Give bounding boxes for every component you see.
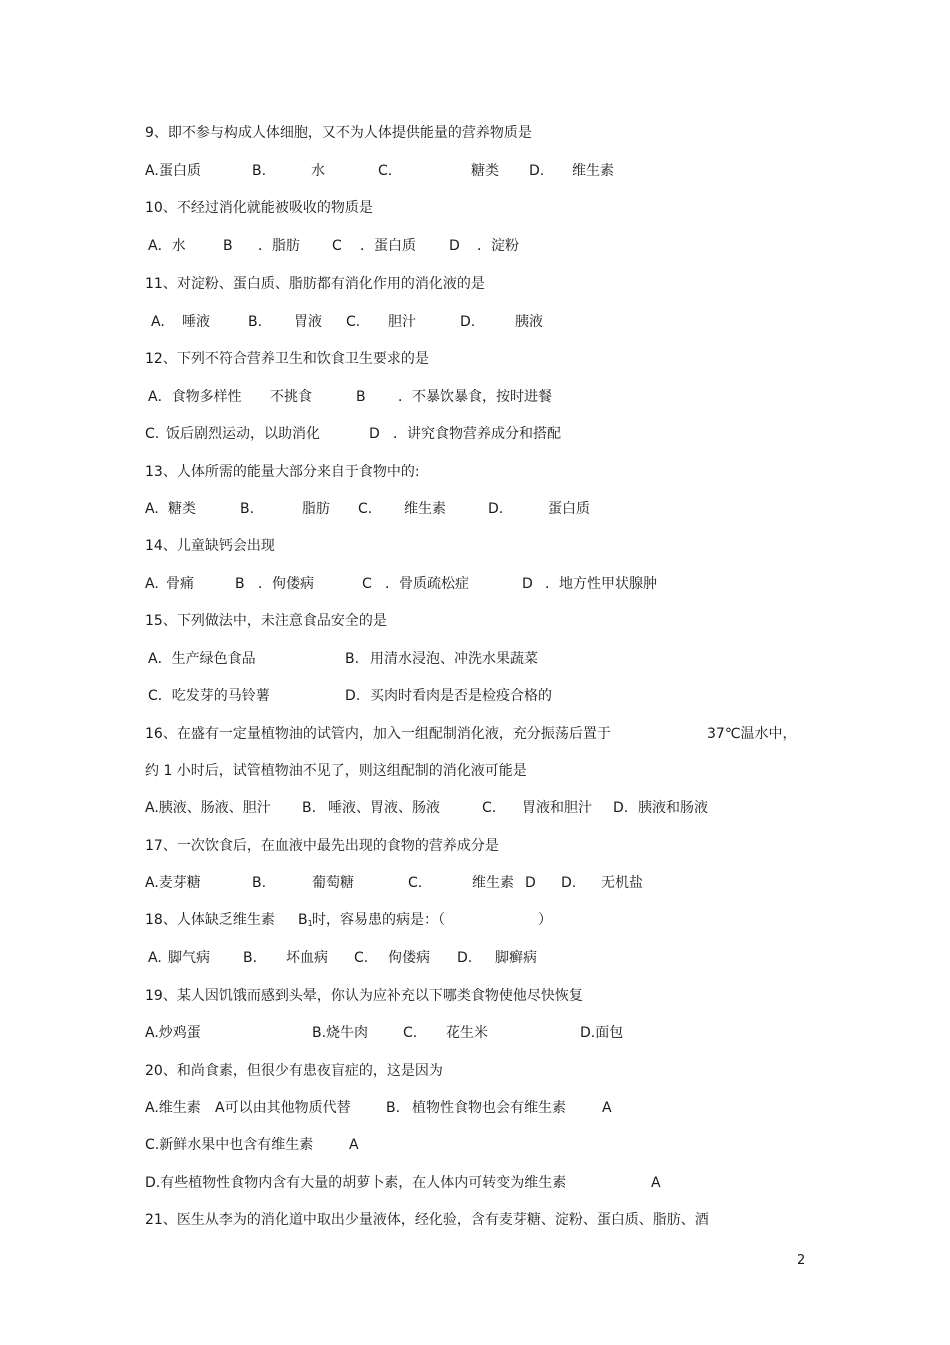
question-text: 10、不经过消化就能被吸收的物质是 [145, 200, 373, 216]
option-text: 维生素 [472, 875, 514, 891]
page-number: 2 [797, 1253, 806, 1268]
option-text: ．讲究食物营养成分和搭配 [393, 426, 561, 442]
option-label: C. [354, 950, 369, 966]
question-18-stem [0, 909, 950, 931]
vitamin-b1 [298, 909, 313, 935]
option-text: 植物性食物也会有维生素 [412, 1100, 566, 1116]
option-text: 糖类 [471, 163, 499, 179]
option-text: 花生米 [446, 1025, 488, 1041]
option-text: 胃液和胆汁 [522, 800, 592, 816]
option-text: 脚癣病 [495, 950, 537, 966]
question-text: 18、人体缺乏维生素 [145, 912, 275, 928]
option-text: 葡萄糖 [312, 875, 354, 891]
option-label: C. [482, 800, 497, 816]
option-text: 脂肪 [302, 501, 330, 517]
question-13-options [0, 498, 950, 520]
option-label: C. [378, 163, 393, 179]
option-label: D. [345, 688, 361, 704]
option-text: ．蛋白质 [360, 238, 416, 254]
option-text: A．生产绿色食品 [148, 651, 256, 667]
option-label: B. [248, 314, 263, 330]
question-9-options [0, 160, 950, 182]
question-15-options-row1 [0, 648, 950, 670]
option-text: 糖类 [168, 501, 196, 517]
question-10-options [0, 235, 950, 257]
option-label: D [449, 238, 460, 254]
question-text: 11、对淀粉、蛋白质、脂肪都有消化作用的消化液的是 [145, 276, 485, 292]
option-text: A.麦芽糖 [145, 875, 201, 891]
option-label: B. [252, 163, 267, 179]
option-text: 维生素 [404, 501, 446, 517]
option-label: B [223, 238, 233, 254]
option-label: C. [145, 426, 160, 442]
option-label: B. [252, 875, 267, 891]
option-text: A.炒鸡蛋 [145, 1025, 201, 1041]
option-label: C [362, 576, 372, 592]
question-20-options-row3 [0, 1172, 950, 1194]
option-label: A. [148, 950, 162, 966]
option-text: ．地方性甲状腺肿 [545, 576, 657, 592]
question-17-options [0, 872, 950, 894]
option-text: A．食物多样性 [148, 389, 242, 405]
option-text: ．不暴饮暴食，按时进餐 [398, 389, 552, 405]
question-11-options [0, 311, 950, 333]
option-label: D [525, 875, 536, 891]
option-label: D. [613, 800, 629, 816]
question-text: 19、某人因饥饿而感到头晕，你认为应补充以下哪类食物使他尽快恢复 [145, 988, 583, 1004]
option-label: D. [529, 163, 545, 179]
option-label: C. [346, 314, 361, 330]
option-text: 佝偻病 [388, 950, 430, 966]
option-label: B [235, 576, 245, 592]
option-text: 蛋白质 [548, 501, 590, 517]
option-text: 胰液和肠液 [638, 800, 708, 816]
option-label: B [356, 389, 366, 405]
option-label: C [332, 238, 342, 254]
option-text: 唾液、胃液、肠液 [328, 800, 440, 816]
option-text: 蛋白质 [159, 163, 201, 179]
option-label: B. [240, 501, 255, 517]
question-text: 12、下列不符合营养卫生和饮食卫生要求的是 [145, 351, 429, 367]
question-12-options-row2 [0, 423, 950, 445]
question-16-stem [0, 723, 950, 745]
option-text: 胃液 [294, 314, 322, 330]
question-18-options [0, 947, 950, 969]
question-20-options-row2 [0, 1134, 950, 1156]
option-text: A．水 [148, 238, 186, 254]
option-label: B. [243, 950, 258, 966]
option-text: C．吃发芽的马铃薯 [148, 688, 270, 704]
question-20-options-row1 [0, 1097, 950, 1119]
option-label: A. [151, 314, 165, 330]
question-text: 16、在盛有一定量植物油的试管内，加入一组配制消化液，充分振荡后置于 [145, 726, 611, 742]
option-label: D [369, 426, 380, 442]
option-label: C. [408, 875, 423, 891]
option-text: ．淀粉 [477, 238, 519, 254]
option-text: A [651, 1175, 661, 1191]
option-text: D.面包 [580, 1025, 624, 1041]
question-text: 37℃温水中， [707, 726, 797, 742]
option-text: 脚气病 [168, 950, 210, 966]
question-text: 约 1 小时后，试管植物油不见了，则这组配制的消化液可能是 [145, 763, 527, 779]
question-15-options-row2 [0, 685, 950, 707]
question-12-options-row1 [0, 386, 950, 408]
option-label: D. [460, 314, 476, 330]
option-label: B. [345, 651, 360, 667]
option-label: B. [302, 800, 317, 816]
option-text: 不挑食 [270, 389, 312, 405]
vitamin-letter: B [298, 912, 308, 928]
option-text: A可以由其他物质代替 [215, 1100, 351, 1116]
question-text: 时，容易患的病是：（ [312, 912, 445, 928]
option-text: ．骨质疏松症 [385, 576, 469, 592]
option-text: A [349, 1137, 359, 1153]
option-label: A. [145, 501, 159, 517]
question-19-options [0, 1022, 950, 1044]
question-text: 13、人体所需的能量大部分来自于食物中的: [145, 464, 420, 480]
option-text: 买肉时看肉是否是检疫合格的 [370, 688, 552, 704]
question-16-options [0, 797, 950, 819]
option-text: 维生素 [572, 163, 614, 179]
question-text: 14、儿童缺钙会出现 [145, 538, 275, 554]
question-text: 20、和尚食素，但很少有患夜盲症的，这是因为 [145, 1063, 443, 1079]
option-text: 坏血病 [286, 950, 328, 966]
question-text: 9、即不参与构成人体细胞，又不为人体提供能量的营养物质是 [145, 125, 532, 141]
question-text: 21、医生从李为的消化道中取出少量液体，经化验，含有麦芽糖、淀粉、蛋白质、脂肪、酒 [145, 1212, 709, 1228]
option-text: A.维生素 [145, 1100, 201, 1116]
option-text: 胰液 [515, 314, 543, 330]
option-label: D [522, 576, 533, 592]
question-14-options [0, 573, 950, 595]
option-text: 水 [311, 163, 325, 179]
option-text: C.新鲜水果中也含有维生素 [145, 1137, 314, 1153]
option-label: A. [145, 576, 159, 592]
option-text: 无机盐 [601, 875, 643, 891]
option-label: B. [386, 1100, 401, 1116]
option-label: D. [457, 950, 473, 966]
option-text: 饭后剧烈运动，以助消化 [166, 426, 320, 442]
option-label: D. [561, 875, 577, 891]
question-text: 15、下列做法中，未注意食品安全的是 [145, 613, 387, 629]
option-text: D.有些植物性食物内含有大量的胡萝卜素，在人体内可转变为维生素 [145, 1175, 567, 1191]
option-text: 用清水浸泡、冲洗水果蔬菜 [370, 651, 538, 667]
option-label: C. [403, 1025, 418, 1041]
option-text: B.烧牛肉 [312, 1025, 369, 1041]
option-text: A.胰液、肠液、胆汁 [145, 800, 271, 816]
option-text: 骨痛 [166, 576, 194, 592]
option-label: D. [488, 501, 504, 517]
option-label: A. [145, 163, 159, 179]
option-label: C. [358, 501, 373, 517]
answer-bracket: ） [538, 912, 552, 928]
question-text: 17、一次饮食后，在血液中最先出现的食物的营养成分是 [145, 838, 499, 854]
option-text: ．脂肪 [258, 238, 300, 254]
option-text: ．佝偻病 [258, 576, 314, 592]
vitamin-subscript: 1 [307, 919, 313, 928]
option-text: 唾液 [182, 314, 210, 330]
option-text: A [602, 1100, 612, 1116]
option-text: 胆汁 [388, 314, 416, 330]
